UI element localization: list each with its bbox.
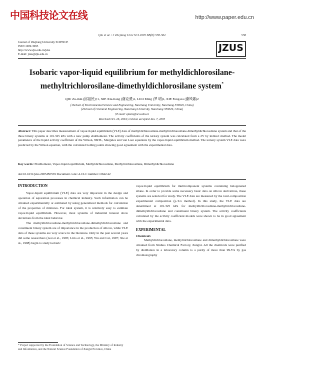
paper-title-line-2: methyltrichlorosilane-dimethyldichlorosilane system* (40, 81, 224, 91)
abstract-text: This paper describes measurement of vapor-liquid equilibrium (VLE) data of methyldichlorosilane-methyltrichlorosilane-dimethyldichlorosilane system and that of the three binary systems at 101.325 kPa with a new pump ebulliometer. The activity coefficients of the ternary system was calculated from a 2V by indirect method. The model parameters of the liquid activity coefficient of the Wilson, NRTL, Margules and van Laar equations by the vapor-liquid equilibrium method. The ternary system VLE data were predicted by the Wilson equation, with the calculated boiling points showing good agreement with the experimental data. (18, 129, 246, 147)
divider (18, 179, 246, 180)
right-column (136, 184, 246, 258)
site-logo: 中国科技论文在线 (10, 11, 88, 22)
author-list: QIU Zu-min (邱祖民)†1, XIE Xiu-liang (谢克勇)1, LUO Ming (罗 明)1, XIE Feng-na (谢风娜)2 (65, 97, 199, 101)
keywords (18, 162, 246, 167)
issn: ISSN 1009-3095 (18, 44, 39, 48)
page-number: 558 (241, 33, 246, 37)
left-column (18, 184, 128, 246)
intro-paragraph-3: vapor-liquid equilibrium for multicomponent systems containing halogenated silane. In order to provide some necessary basic data on silicon derivatives, these systems are selected for study. The VLE data are measured by the total-composition experimental composition (p-T-x method). In this study, the VLE data are determined at 101.325 kPa for methyldichlorosilane-methyltrichlorosilane-dimethyldichlorosilane and constituent binary system. The activity coefficients calculated by the activity coefficient models were shown to be in good agreement with the experimental data. (136, 184, 246, 223)
running-header: Qiu et al. / J Zhejiang Univ SCI 2005 6B(6):558-562 (98, 33, 166, 37)
received-date: Received Oct. 26, 2004; revision accepted Jan. 7, 2005 (98, 117, 166, 121)
affiliation-1: (1School of Environmental Science and Engineering, Nanchang University, Nanchang 330029, China) (70, 103, 194, 107)
chemicals-subheading: Chemicals (136, 234, 151, 238)
experimental-heading: EXPERIMENTAL (136, 228, 166, 232)
footnote: * Project supported by the Foundation of Science and Technology, the Ministry of Industry and Information, and the Natural Science Foundation of Jiangxi Province, China (18, 343, 124, 351)
divider (18, 58, 246, 59)
keywords-text: Ebulliometer, Vapor-liquid equilibrium, Methyldichlorosilane, Methyltrichlorosilane, Dimethyldichlorosilane (34, 162, 174, 166)
doi-line: doi:10.1631/jzus.2005.B0559 Document code: A CLC number: O642.42 (18, 172, 111, 176)
chemicals-paragraph: Methyldichlorosilane, methyltrichlorosilane and dimethyldichlorosilane were obtained from Xinhuo Chemical Factory, Jiangxi. All the chemicals were purified by distillation in a laboratory column to a purity of more than 99.5% by gas chromatography (136, 238, 246, 257)
abstract-label: Abstract: (18, 129, 31, 133)
keywords-label: Key words: (18, 162, 34, 166)
journal-name: Journal of Zhejiang University SCIENCE (18, 40, 69, 44)
introduction-heading: INTRODUCTION (18, 184, 48, 188)
intro-paragraph-2: The methyldichlorosilane-methyltrichlorosilane-dimethyldichlorosilane and constituent binary system are of importance in the production of silicon, while VLE data of these systems are very scarce in the literature. Only in the past several years did some researchers (Aoi et al., 1995; Lirio et al., 1995; Wu and Cai, 1997; Xie et al., 1998) begin to study isobaric (18, 221, 128, 245)
site-url[interactable]: http://www.paper.edu.cn (195, 15, 254, 21)
title-footnote-marker: * (221, 81, 224, 86)
page-header (0, 0, 264, 24)
corresponding-email[interactable]: †E-mail: qiuzm@ncu.edu.cn (114, 112, 150, 116)
divider (18, 125, 246, 126)
abstract (18, 129, 246, 147)
affiliation-2: (2School of Chemical Engineering, Nanchang University, Nanchang 330029, China) (81, 107, 183, 111)
paper-title-line-1: Isobaric vapor-liquid equilibrium for methyldichlorosilane- (29, 68, 235, 77)
journal-url[interactable]: http://www.zju.edu.cn/jzus (18, 48, 51, 52)
journal-email[interactable]: E-mail: jzus@zju.edu.cn (18, 52, 48, 56)
intro-paragraph-1: Vapor-liquid equilibrium (VLE) data are very important in the design and operation of separation processes in chemical industry. Such information can be obtained experimentally or estimated by using generalized methods for calculation of the properties of mixtures. For ideal system, it is relatively easy to estimate vapor-liquid equilibrium. However, most systems of industrial interest show deviations from the ideal behavior. (18, 191, 128, 220)
jzus-logo: JZUS (216, 41, 246, 57)
